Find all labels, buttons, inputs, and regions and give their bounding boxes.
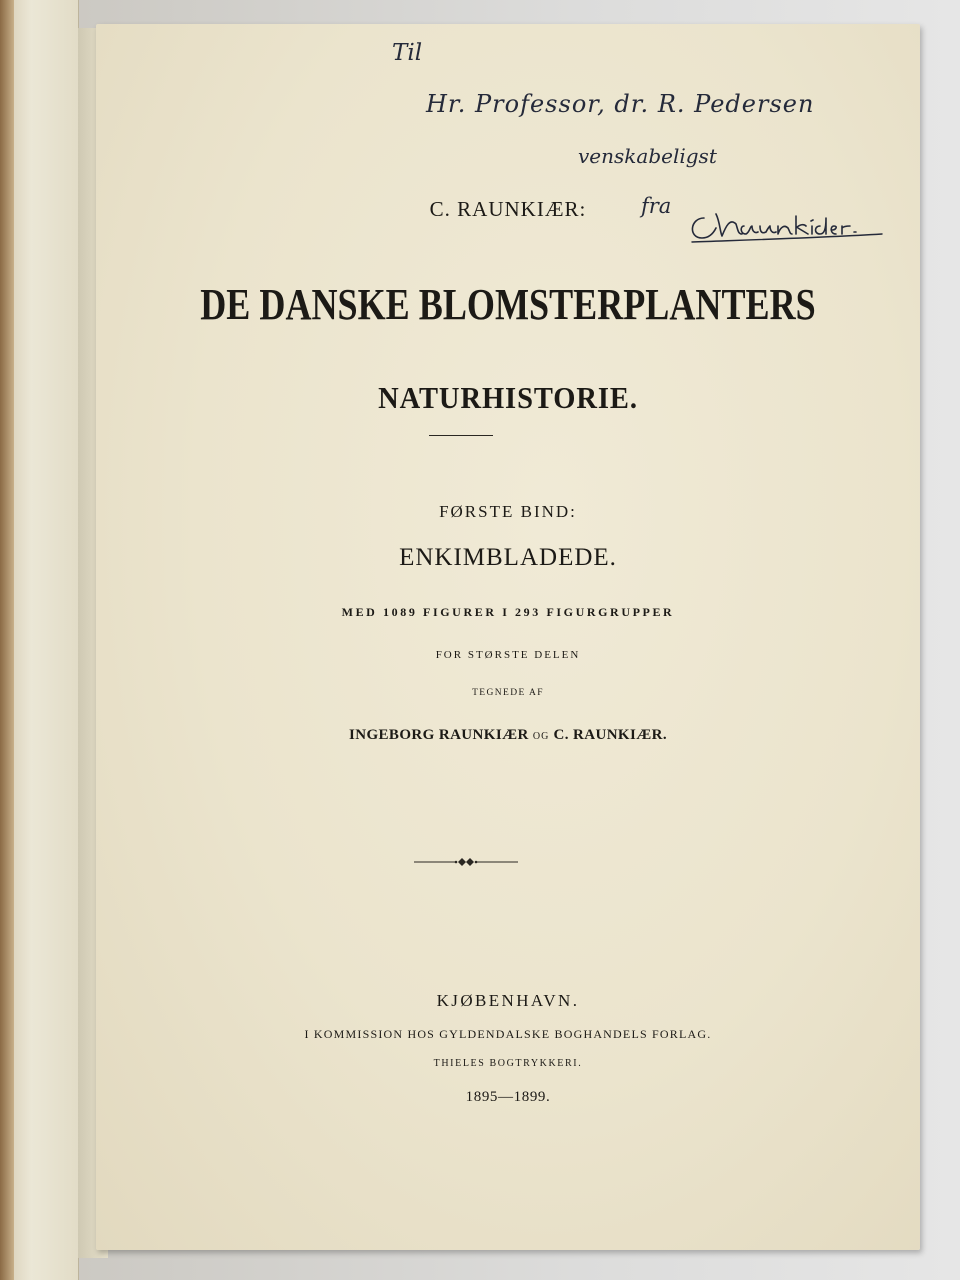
- publisher-line: I KOMMISSION HOS GYLDENDALSKE BOGHANDELS FORLAG.: [304, 1027, 712, 1041]
- volume-line: FØRSTE BIND:: [439, 502, 577, 521]
- mostly-line: FOR STØRSTE DELEN: [435, 649, 581, 661]
- subtitle: ENKIMBLADEDE.: [399, 544, 617, 571]
- book-cover-edge: [0, 0, 79, 1280]
- inscription-line-3: venskabeligst: [578, 144, 717, 168]
- author-line: C. RAUNKIÆR:: [429, 197, 587, 221]
- inscription-line-4: fra: [641, 194, 672, 218]
- inscription-line-1: Til: [392, 40, 423, 66]
- illustrator-2: C. RAUNKIÆR.: [553, 727, 668, 743]
- years-line: 1895—1899.: [465, 1089, 551, 1105]
- figures-line: MED 1089 FIGURER I 293 FIGURGRUPPER: [341, 605, 675, 619]
- book-title-line-1: DE DANSKE BLOMSTERPLANTERS: [200, 280, 816, 329]
- conjunction: OG: [532, 731, 550, 742]
- illustrator-1: INGEBORG RAUNKIÆR: [348, 727, 529, 743]
- printer-line: THIELES BOGTRYKKERI.: [433, 1058, 583, 1069]
- inscription-line-2: Hr. Professor, dr. R. Pedersen: [426, 90, 815, 118]
- city-line: KJØBENHAVN.: [436, 991, 580, 1010]
- printer-ornament: [412, 853, 520, 871]
- title-rule: [429, 435, 493, 436]
- book-title-line-2: NATURHISTORIE.: [378, 380, 638, 415]
- title-page: [96, 24, 920, 1250]
- illustrators-line: [96, 727, 920, 744]
- drawn-by-line: TEGNEDE AF: [472, 688, 544, 698]
